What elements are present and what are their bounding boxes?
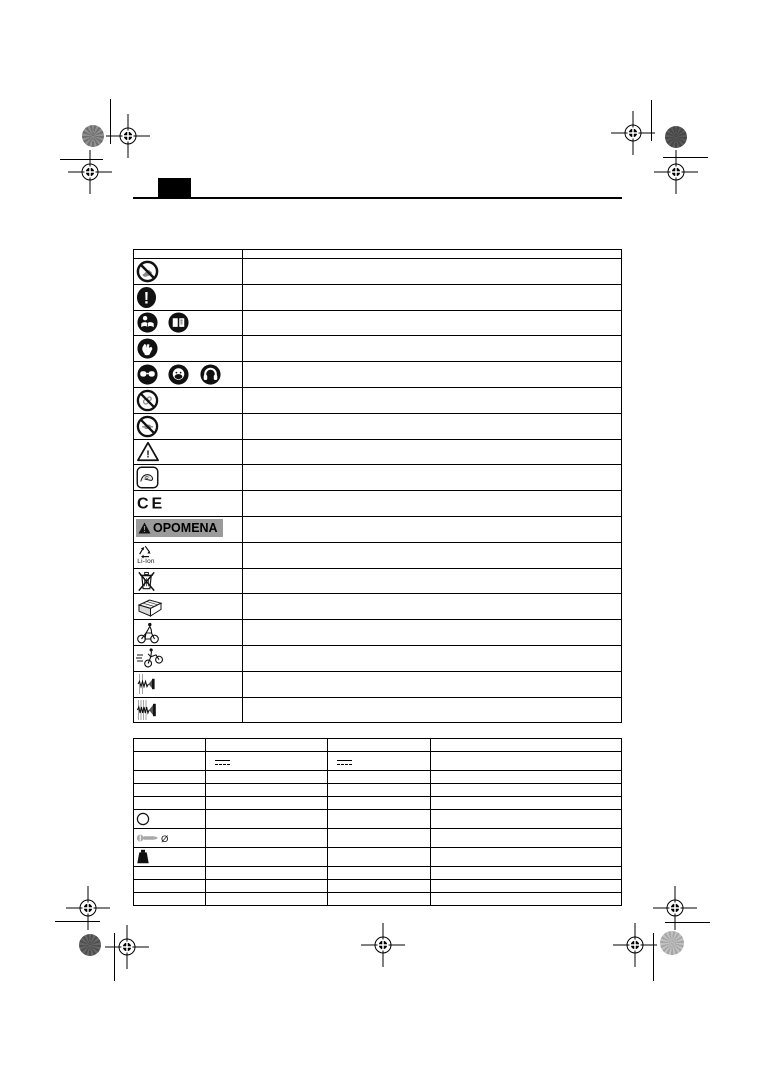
empty-cell xyxy=(206,771,328,784)
empty-cell xyxy=(206,784,328,797)
description-cell xyxy=(243,671,622,697)
read-instructions-icon xyxy=(136,311,159,334)
empty-cell xyxy=(134,797,206,810)
prohibition-small-items-a-icon xyxy=(136,389,159,412)
empty-cell xyxy=(431,880,622,893)
empty-cell xyxy=(431,784,622,797)
empty-cell xyxy=(431,752,622,771)
table-row xyxy=(134,413,622,439)
table-row xyxy=(134,542,622,568)
description-cell xyxy=(243,439,622,465)
table-row xyxy=(134,829,622,848)
table-row xyxy=(134,848,622,867)
value-cell xyxy=(206,752,328,771)
table-row xyxy=(134,867,622,880)
symbol-cell xyxy=(134,387,243,413)
symbol-cell xyxy=(134,829,206,848)
symbol-cell xyxy=(134,413,243,439)
description-cell xyxy=(243,362,622,388)
registration-mark-icon xyxy=(105,925,149,969)
empty-cell xyxy=(134,250,243,259)
empty-cell xyxy=(431,739,622,752)
symbol-cell xyxy=(134,645,243,671)
no-reaching-prohibition-icon xyxy=(136,260,159,283)
general-warning-triangle-icon xyxy=(136,441,160,462)
empty-cell xyxy=(431,848,622,867)
registration-mark-icon xyxy=(68,150,112,194)
table-row xyxy=(134,893,622,906)
color-control-patch xyxy=(79,934,101,956)
ce-glyph: CE xyxy=(137,495,166,513)
symbol-cell xyxy=(134,810,206,829)
bicycle-icon xyxy=(136,622,160,644)
table-row xyxy=(134,491,622,517)
symbol-cell xyxy=(134,336,243,362)
table-row xyxy=(134,362,622,388)
empty-cell xyxy=(134,784,206,797)
symbol-cell xyxy=(134,491,243,517)
grip-zone-icon xyxy=(136,466,159,489)
dc-voltage-icon xyxy=(337,760,352,765)
table-row xyxy=(134,516,622,542)
registration-mark-icon xyxy=(611,111,655,155)
trim-mark xyxy=(55,921,100,922)
table-row xyxy=(134,568,622,594)
table-row xyxy=(134,250,622,259)
li-ion-recycling-icon xyxy=(136,544,156,566)
empty-cell xyxy=(328,880,431,893)
table-row xyxy=(134,284,622,310)
li-ion-label: Li-Ion xyxy=(137,558,155,566)
registration-mark-icon xyxy=(361,923,405,967)
empty-cell xyxy=(431,829,622,848)
table-row xyxy=(134,465,622,491)
value-cell xyxy=(328,752,431,771)
empty-cell xyxy=(431,771,622,784)
specs-table xyxy=(133,738,622,906)
table-row xyxy=(134,387,622,413)
registration-mark-icon xyxy=(66,886,110,930)
color-control-patch xyxy=(660,931,684,955)
table-row xyxy=(134,810,622,829)
empty-cell xyxy=(134,739,206,752)
warning-triangle-icon xyxy=(138,522,151,534)
important-exclamation-icon xyxy=(136,286,157,309)
documentation-book-icon xyxy=(167,311,190,334)
empty-cell xyxy=(206,893,328,906)
symbol-cell xyxy=(134,594,243,620)
trim-mark xyxy=(653,933,654,981)
description-cell xyxy=(243,697,622,723)
no-household-waste-bin-icon xyxy=(136,569,157,593)
table-row xyxy=(134,697,622,723)
table-row xyxy=(134,671,622,697)
description-cell xyxy=(243,310,622,336)
exclamation-glyph: ! xyxy=(143,289,150,308)
table-row xyxy=(134,797,622,810)
empty-cell xyxy=(328,797,431,810)
symbol-cell xyxy=(134,848,206,867)
symbol-cell xyxy=(134,697,243,723)
symbol-cell xyxy=(134,516,243,542)
empty-cell xyxy=(431,893,622,906)
color-control-patch xyxy=(82,125,104,147)
table-row xyxy=(134,310,622,336)
symbol-cell xyxy=(134,465,243,491)
description-cell xyxy=(243,516,622,542)
empty-cell xyxy=(328,829,431,848)
screw-shallow-drive-icon xyxy=(136,672,157,696)
screw-diameter-icon xyxy=(136,832,172,844)
empty-cell xyxy=(328,810,431,829)
color-control-patch xyxy=(665,126,687,148)
empty-cell xyxy=(206,867,328,880)
battery-pack-icon xyxy=(136,596,163,618)
table-row xyxy=(134,645,622,671)
symbols-table xyxy=(133,249,622,723)
dc-voltage-icon xyxy=(215,760,230,765)
symbol-cell xyxy=(134,310,243,336)
empty-cell xyxy=(206,848,328,867)
description-cell xyxy=(243,620,622,646)
symbol-cell xyxy=(134,284,243,310)
empty-cell xyxy=(134,752,206,771)
description-cell xyxy=(243,568,622,594)
warning-badge-label: OPOMENA xyxy=(153,521,218,536)
table-row xyxy=(134,594,622,620)
wear-ear-protection-icon xyxy=(199,363,222,386)
symbol-cell xyxy=(134,439,243,465)
wear-eye-protection-icon xyxy=(136,363,159,386)
ce-mark xyxy=(136,494,172,512)
table-row xyxy=(134,771,622,784)
section-tab-marker xyxy=(158,178,191,199)
description-cell xyxy=(243,336,622,362)
diameter-glyph: Ø xyxy=(161,833,169,844)
trim-mark xyxy=(665,922,710,923)
description-cell xyxy=(243,387,622,413)
empty-cell xyxy=(206,829,328,848)
table-row xyxy=(134,439,622,465)
motorized-bicycle-icon xyxy=(136,648,164,668)
empty-cell xyxy=(431,867,622,880)
description-cell xyxy=(243,491,622,517)
empty-cell xyxy=(328,893,431,906)
symbol-cell xyxy=(134,671,243,697)
table-row xyxy=(134,620,622,646)
table-row xyxy=(134,336,622,362)
empty-cell xyxy=(134,880,206,893)
opomena-warning-badge xyxy=(136,519,223,537)
registration-mark-icon xyxy=(106,114,150,158)
recycling-arrows-icon xyxy=(136,544,156,559)
trim-mark xyxy=(60,159,103,160)
symbol-cell xyxy=(134,362,243,388)
description-cell xyxy=(243,284,622,310)
trim-mark xyxy=(663,157,708,158)
empty-cell xyxy=(328,867,431,880)
description-cell xyxy=(243,259,622,285)
table-row xyxy=(134,784,622,797)
empty-cell xyxy=(206,739,328,752)
trim-mark xyxy=(110,99,111,144)
symbol-cell xyxy=(134,542,243,568)
empty-cell xyxy=(206,810,328,829)
wear-dust-mask-icon xyxy=(167,363,190,386)
registration-mark-icon xyxy=(613,923,657,967)
screw-deep-drive-icon xyxy=(136,698,159,722)
empty-cell xyxy=(134,867,206,880)
empty-cell xyxy=(431,797,622,810)
table-row xyxy=(134,739,622,752)
empty-cell xyxy=(328,771,431,784)
exclamation-glyph: ! xyxy=(143,524,146,535)
empty-cell xyxy=(206,797,328,810)
weight-icon xyxy=(136,849,150,864)
exclamation-glyph: ! xyxy=(146,449,150,462)
description-cell xyxy=(243,465,622,491)
circle-outline-icon xyxy=(136,812,150,826)
table-row xyxy=(134,752,622,771)
header-rule xyxy=(133,197,622,199)
symbol-cell xyxy=(134,568,243,594)
empty-cell xyxy=(328,739,431,752)
description-cell xyxy=(243,542,622,568)
table-row xyxy=(134,880,622,893)
empty-cell xyxy=(431,810,622,829)
symbol-cell xyxy=(134,259,243,285)
empty-cell xyxy=(206,880,328,893)
description-cell xyxy=(243,645,622,671)
empty-cell xyxy=(134,893,206,906)
empty-cell xyxy=(243,250,622,259)
prohibition-small-items-b-icon xyxy=(136,415,159,438)
registration-mark-icon xyxy=(653,886,697,930)
empty-cell xyxy=(328,784,431,797)
table-row xyxy=(134,259,622,285)
wear-gloves-icon xyxy=(136,337,159,360)
trim-mark xyxy=(651,100,652,141)
empty-cell xyxy=(328,848,431,867)
empty-cell xyxy=(134,771,206,784)
trim-mark xyxy=(114,933,115,981)
description-cell xyxy=(243,413,622,439)
description-cell xyxy=(243,594,622,620)
symbol-cell xyxy=(134,620,243,646)
